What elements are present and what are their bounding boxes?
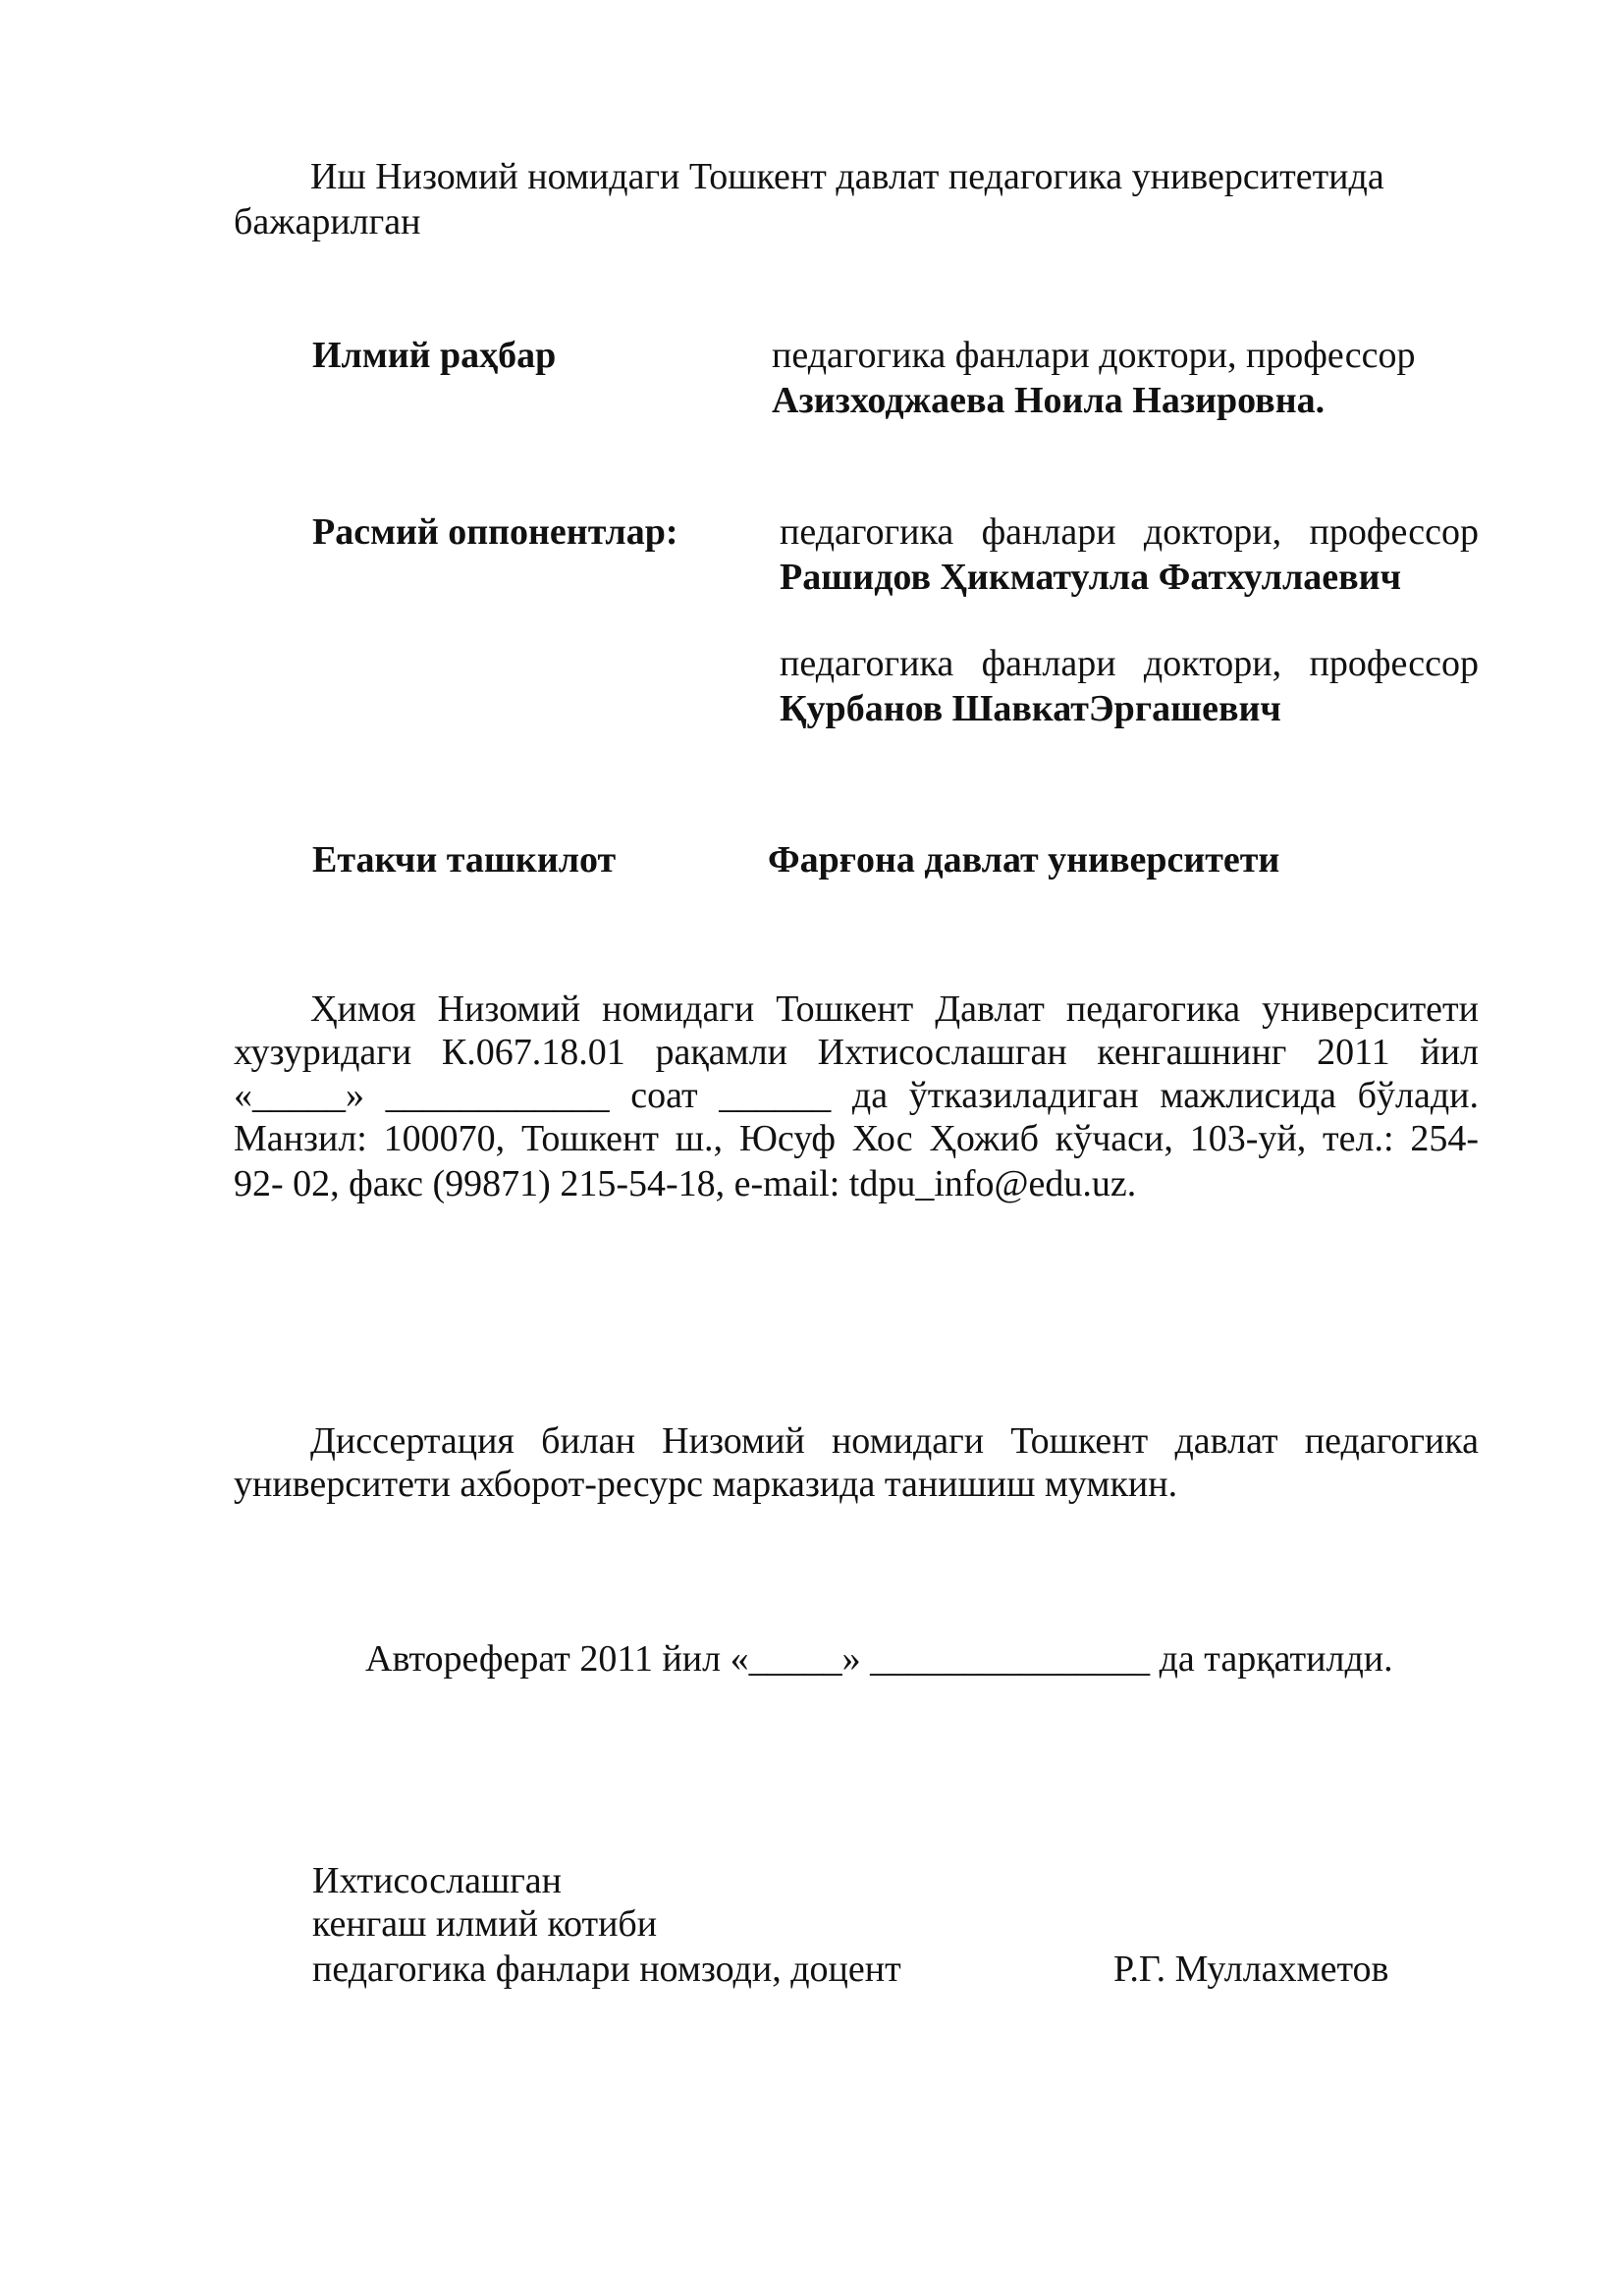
defense-line-4: Манзил: 100070, Тошкент ш., Юсуф Хос Ҳожиб кўчаси, 103-уй, тел.: 254-: [234, 1118, 1479, 1159]
opponent-1-degree: педагогика фанлари доктори, профессор: [780, 511, 1479, 553]
opponents-label: Расмий оппонентлар:: [312, 511, 678, 553]
leading-org-label: Етакчи ташкилот: [312, 839, 617, 881]
supervisor-degree: педагогика фанлари доктори, профессор: [772, 335, 1416, 376]
opponent-1-name: Рашидов Ҳикматулла Фатхуллаевич: [780, 557, 1401, 598]
defense-line-3: «_____» ____________ соат ______ да ўтказиладиган мажлисида бўлади.: [234, 1075, 1479, 1116]
supervisor-name: Азизходжаева Ноила Назировна.: [772, 380, 1326, 421]
dissertation-line-1: Диссертация билан Низомий номидаги Тошкент давлат педагогика: [310, 1420, 1479, 1462]
intro-line-1: Иш Низомий номидаги Тошкент давлат педагогика университетида: [310, 156, 1384, 197]
intro-line-2: бажарилган: [234, 201, 421, 242]
signature-line-2: кенгаш илмий котиби: [312, 1903, 658, 1945]
defense-line-5: 92- 02, факс (99871) 215-54-18, e-mail: tdpu_info@edu.uz.: [234, 1163, 1137, 1204]
autoreferat-line: Автореферат 2011 йил «_____» _______________ да тарқатилди.: [365, 1638, 1393, 1680]
dissertation-line-2: университети ахборот-ресурс марказида танишиш мумкин.: [234, 1464, 1178, 1505]
signature-name: Р.Г. Муллахметов: [1113, 1949, 1389, 1990]
leading-org-name: Фарғона давлат университети: [768, 839, 1280, 881]
opponent-2-name: Қурбанов ШавкатЭргашевич: [780, 688, 1281, 729]
supervisor-label: Илмий раҳбар: [312, 335, 557, 376]
defense-line-2: хузуридаги К.067.18.01 рақамли Ихтисослашган кенгашнинг 2011 йил: [234, 1032, 1479, 1073]
defense-line-1: Ҳимоя Низомий номидаги Тошкент Давлат педагогика университети: [310, 988, 1479, 1030]
signature-line-1: Ихтисослашган: [312, 1860, 562, 1901]
opponent-2-degree: педагогика фанлари доктори, профессор: [780, 643, 1479, 684]
signature-line-3: педагогика фанлари номзоди, доцент: [312, 1949, 901, 1990]
